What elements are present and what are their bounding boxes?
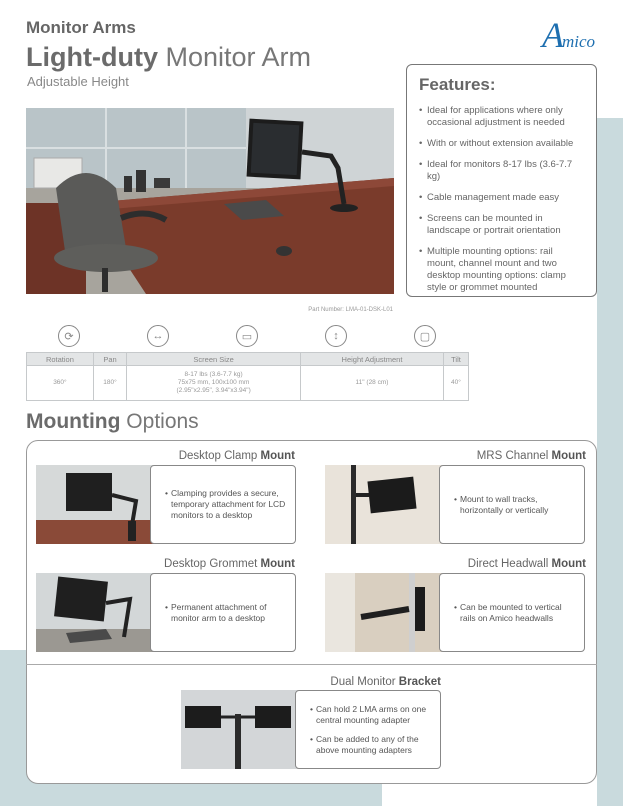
mount-bullets xyxy=(454,602,576,624)
mount-bullets xyxy=(165,602,287,624)
decor-band-right xyxy=(597,118,623,806)
spec-screen-size-line: 8-17 lbs (3.6-7.7 kg) xyxy=(184,371,243,378)
mount-bullets xyxy=(310,704,432,756)
direct-headwall-image xyxy=(325,573,445,652)
feature-item: • Ideal for applications where only occasional adjustment is needed xyxy=(419,105,584,129)
dual-monitor-illustration xyxy=(181,690,301,769)
mount-bullets xyxy=(165,488,287,521)
mount-title-regular: Dual Monitor xyxy=(330,676,399,688)
section-title-bold: Mounting xyxy=(26,410,121,433)
specs-table xyxy=(26,352,469,401)
spec-screen-size-line: 75x75 mm, 100x100 mm xyxy=(177,379,250,386)
amico-logo xyxy=(542,14,612,54)
mount-title-bold: Mount xyxy=(551,450,586,462)
mount-bullet: • Can be added to any of the above mounting adapters xyxy=(310,734,432,756)
specs-header-rotation: Rotation xyxy=(27,353,94,366)
desktop-grommet-description xyxy=(150,573,296,652)
mount-bullet: • Mount to wall tracks, horizontally or vertically xyxy=(454,494,576,516)
features-box xyxy=(406,64,597,297)
mount-bullet: • Permanent attachment of monitor arm to a desktop xyxy=(165,602,287,624)
page-title xyxy=(26,42,311,73)
screen-size-icon: ▭ xyxy=(236,325,258,347)
mount-title-bold: Bracket xyxy=(398,676,441,688)
mrs-channel-mount-title xyxy=(440,450,586,462)
spec-tilt-value: 40° xyxy=(443,366,468,401)
features-title: Features: xyxy=(419,75,496,94)
spec-screen-size-line: (2.95"x2.95", 3.94"x3.94") xyxy=(176,387,251,394)
category-label: Monitor Arms xyxy=(26,18,136,37)
pan-icon: ↔ xyxy=(147,325,169,347)
feature-item: • Ideal for monitors 8-17 lbs (3.6-7.7 kg) xyxy=(419,159,584,183)
specs-header-screen-size: Screen Size xyxy=(127,353,301,366)
specs-header-tilt: Tilt xyxy=(443,353,468,366)
mount-bullet: • Can be mounted to vertical rails on Amico headwalls xyxy=(454,602,576,624)
desktop-grommet-mount-title xyxy=(150,558,295,570)
rotation-icon: ⟳ xyxy=(58,325,80,347)
dual-monitor-bracket-image xyxy=(181,690,301,769)
mount-title-regular: Direct Headwall xyxy=(467,558,552,570)
title-regular: Monitor Arm xyxy=(157,42,312,72)
mount-bullets xyxy=(454,494,576,516)
logo-initial: A xyxy=(542,15,564,55)
mount-title-bold: Mount xyxy=(551,558,586,570)
logo-rest: mico xyxy=(562,32,596,51)
dual-monitor-bracket-description xyxy=(295,690,441,769)
tilt-icon: ▢ xyxy=(414,325,436,347)
mrs-channel-description xyxy=(439,465,585,544)
section-title-regular: Options xyxy=(120,410,199,433)
feature-item: • With or without extension available xyxy=(419,138,584,150)
specs-value-row xyxy=(27,366,469,401)
mount-bullet: • Clamping provides a secure, temporary attachment for LCD monitors to a desktop xyxy=(165,488,287,521)
mount-title-regular: MRS Channel xyxy=(476,450,552,462)
desktop-clamp-illustration xyxy=(36,465,156,544)
spec-rotation-value: 360° xyxy=(27,366,94,401)
direct-headwall-mount-title xyxy=(440,558,586,570)
specs-header-row xyxy=(27,353,469,366)
spec-height-value: 11" (28 cm) xyxy=(301,366,444,401)
page-subtitle: Adjustable Height xyxy=(27,74,129,89)
feature-item: • Cable management made easy xyxy=(419,192,584,204)
specs-header-height: Height Adjustment xyxy=(301,353,444,366)
desktop-clamp-mount-title xyxy=(150,450,295,462)
height-adjustment-icon: ↕ xyxy=(325,325,347,347)
mount-bullet: • Can hold 2 LMA arms on one central mounting adapter xyxy=(310,704,432,726)
desktop-clamp-image xyxy=(36,465,156,544)
mrs-channel-illustration xyxy=(325,465,445,544)
office-scene-illustration xyxy=(26,108,394,294)
desktop-grommet-illustration xyxy=(36,573,156,652)
dual-monitor-bracket-title xyxy=(295,676,441,688)
direct-headwall-description xyxy=(439,573,585,652)
mounting-divider xyxy=(26,664,597,665)
mrs-channel-image xyxy=(325,465,445,544)
features-list xyxy=(419,105,584,294)
feature-item: • Multiple mounting options: rail mount, channel mount and two desktop mounting options: clamp style or grommet mounted xyxy=(419,246,584,294)
part-number: Part Number: LMA-01-DSK-L01 xyxy=(308,307,393,313)
mount-title-regular: Desktop Grommet xyxy=(164,558,261,570)
desktop-grommet-image xyxy=(36,573,156,652)
mounting-options-title xyxy=(26,410,199,434)
spec-screen-size-value xyxy=(127,366,301,401)
spec-pan-value: 180° xyxy=(93,366,126,401)
specs-header-pan: Pan xyxy=(93,353,126,366)
mount-title-regular: Desktop Clamp xyxy=(178,450,261,462)
direct-headwall-illustration xyxy=(325,573,445,652)
feature-item: • Screens can be mounted in landscape or portrait orientation xyxy=(419,213,584,237)
mount-title-bold: Mount xyxy=(260,558,295,570)
desktop-clamp-description xyxy=(150,465,296,544)
hero-office-image xyxy=(26,108,394,294)
title-bold: Light-duty xyxy=(26,42,158,72)
mount-title-bold: Mount xyxy=(260,450,295,462)
